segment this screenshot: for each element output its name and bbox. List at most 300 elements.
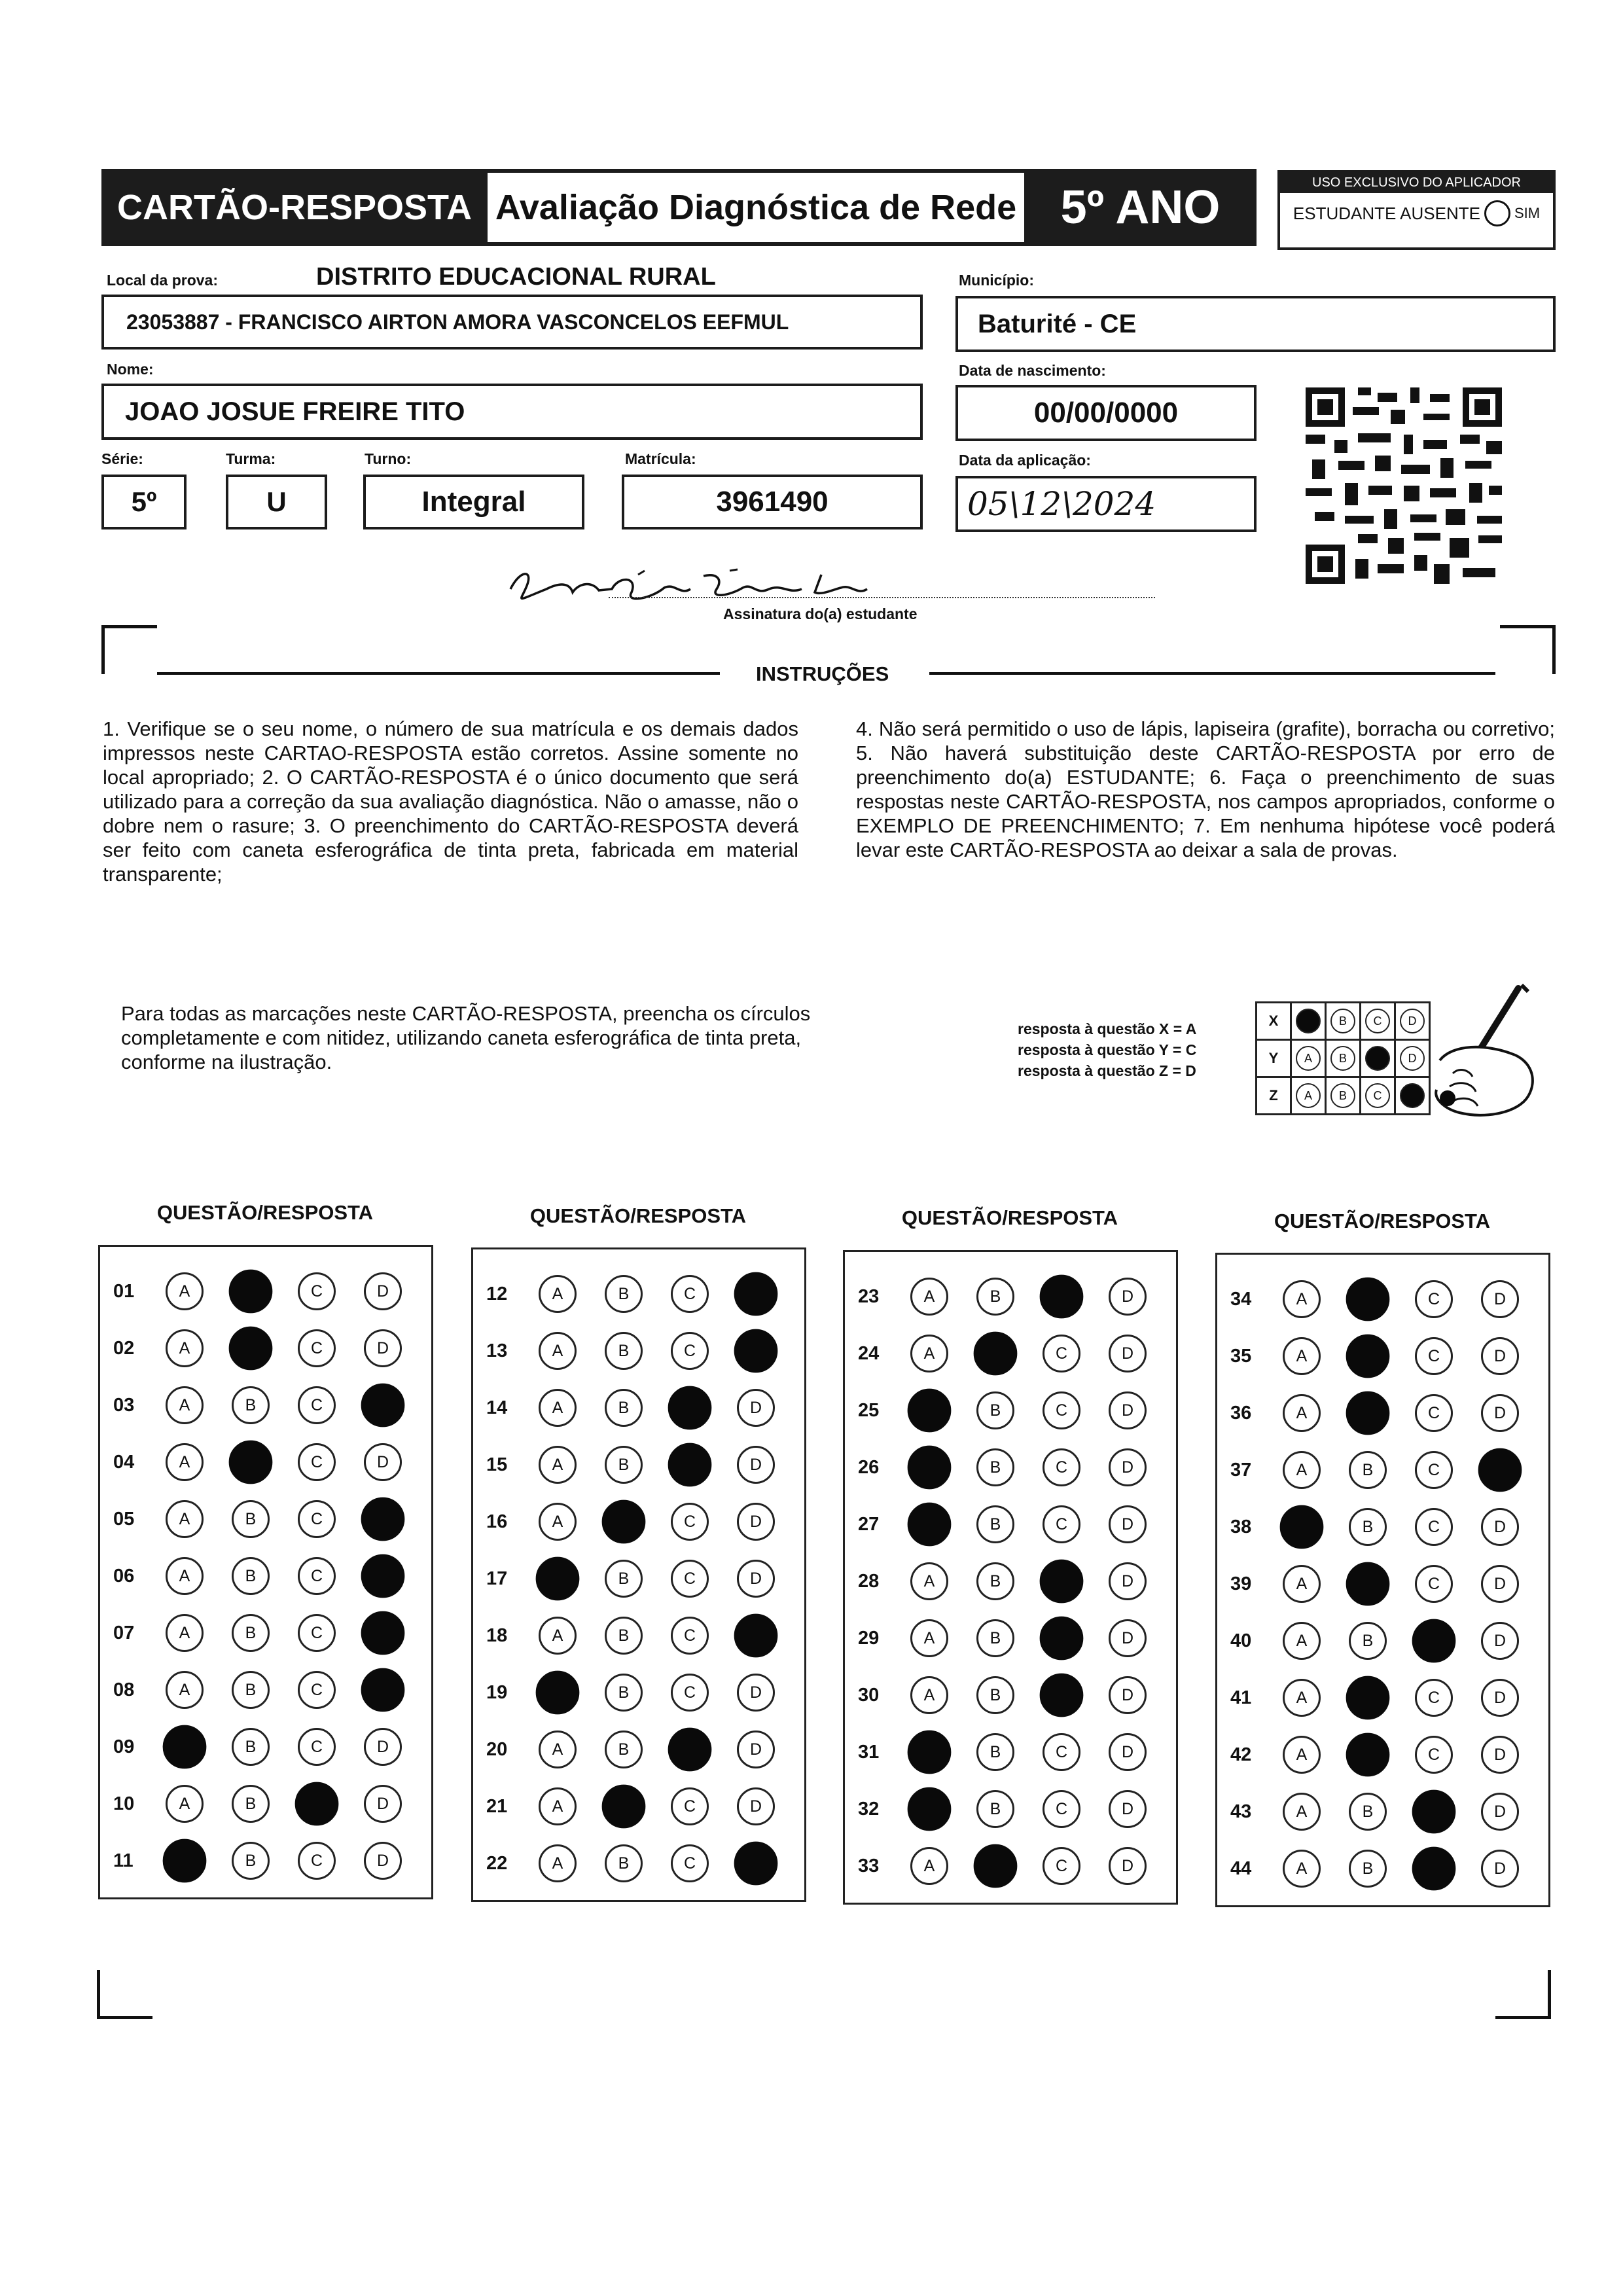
answer-bubble-b[interactable]: B (232, 1728, 270, 1766)
frame-corner-bl (97, 1970, 152, 2019)
answer-bubble-c[interactable] (1040, 1275, 1084, 1319)
turma-value: U (266, 486, 287, 517)
question-row (100, 1613, 431, 1653)
question-row (100, 1386, 431, 1425)
nascimento-label: Data de nascimento: (959, 362, 1106, 379)
answer-bubble-b[interactable] (974, 1332, 1018, 1376)
answer-bubble-c[interactable]: C (1043, 1733, 1080, 1771)
question-row (473, 1616, 804, 1655)
answer-bubble-d[interactable]: D (1109, 1733, 1147, 1771)
answer-bubble-d[interactable]: D (1109, 1448, 1147, 1486)
question-number: 20 (486, 1738, 508, 1760)
answer-bubble-a[interactable]: A (1283, 1394, 1321, 1432)
answer-bubble-d[interactable]: D (1109, 1562, 1147, 1600)
question-number: 02 (113, 1337, 135, 1359)
answer-bubble-a[interactable] (163, 1839, 207, 1883)
answer-bubble-d[interactable]: D (1481, 1394, 1519, 1432)
answer-bubble-a[interactable]: A (166, 1614, 204, 1652)
qr-code (1306, 387, 1502, 584)
question-row (473, 1274, 804, 1314)
answer-bubble-c[interactable]: C (671, 1617, 709, 1655)
answer-bubble-a[interactable]: A (166, 1671, 204, 1709)
answer-bubble-d[interactable]: D (737, 1389, 775, 1427)
fill-example-table (1255, 1001, 1431, 1115)
answer-bubble-d[interactable]: D (364, 1443, 402, 1481)
answer-bubble-d[interactable]: D (364, 1272, 402, 1310)
question-number: 15 (486, 1454, 508, 1475)
answer-bubble-d[interactable]: D (364, 1329, 402, 1367)
answer-bubble-b[interactable]: B (232, 1557, 270, 1595)
instructions-rule-right (929, 672, 1495, 675)
answer-bubble-d[interactable]: D (1481, 1679, 1519, 1717)
answer-bubble-c[interactable]: C (298, 1614, 336, 1652)
school-value: 23053887 - FRANCISCO AIRTON AMORA VASCONCELOS EEFMUL (126, 310, 789, 334)
grade-badge: 5º ANO (1024, 169, 1257, 246)
question-row (473, 1331, 804, 1371)
answer-bubble-c[interactable]: C (1043, 1505, 1080, 1543)
answer-bubble-a[interactable]: A (910, 1562, 948, 1600)
answer-bubble-b[interactable] (974, 1844, 1018, 1888)
answer-column-box (1215, 1253, 1550, 1907)
local-value: DISTRITO EDUCACIONAL RURAL (316, 263, 716, 291)
answer-bubble-b[interactable]: B (976, 1676, 1014, 1714)
example-bubble: B (1330, 1083, 1355, 1108)
question-number: 08 (113, 1679, 135, 1700)
frame-corner-tl (101, 625, 157, 674)
question-row (1217, 1507, 1548, 1547)
example-cell (1326, 1077, 1361, 1115)
answer-bubble-b[interactable] (229, 1441, 273, 1484)
answer-bubble-c[interactable]: C (671, 1503, 709, 1541)
question-row (473, 1673, 804, 1712)
question-number: 18 (486, 1624, 508, 1646)
question-number: 39 (1230, 1573, 1252, 1594)
answer-bubble-d[interactable]: D (1481, 1622, 1519, 1660)
answer-bubble-c[interactable]: C (671, 1844, 709, 1882)
signature-line (609, 597, 1155, 598)
question-row (473, 1445, 804, 1484)
question-row (1217, 1450, 1548, 1490)
answer-bubble-d[interactable]: D (1109, 1335, 1147, 1372)
question-number: 23 (858, 1285, 880, 1307)
answer-column-box (843, 1250, 1178, 1905)
example-row (1257, 1077, 1430, 1115)
answer-bubble-a[interactable]: A (166, 1272, 204, 1310)
example-legend (1018, 1018, 1196, 1081)
answer-bubble-c[interactable] (1040, 1560, 1084, 1604)
answer-bubble-b[interactable]: B (1349, 1622, 1387, 1660)
question-number: 27 (858, 1513, 880, 1535)
question-number: 09 (113, 1736, 135, 1757)
question-number: 32 (858, 1798, 880, 1820)
answer-bubble-c[interactable]: C (671, 1787, 709, 1825)
example-cell (1361, 1003, 1395, 1040)
answer-bubble-c[interactable]: C (1043, 1448, 1080, 1486)
answer-bubble-c[interactable]: C (1415, 1679, 1453, 1717)
answer-bubble-a[interactable]: A (539, 1617, 577, 1655)
answer-column-box (471, 1247, 806, 1902)
answer-bubble-d[interactable] (1478, 1448, 1522, 1492)
nome-field (101, 384, 923, 440)
answer-bubble-b[interactable]: B (1349, 1793, 1387, 1831)
answer-bubble-a[interactable]: A (539, 1844, 577, 1882)
question-number: 01 (113, 1280, 135, 1302)
answer-bubble-b[interactable]: B (976, 1790, 1014, 1828)
answer-bubble-b[interactable]: B (1349, 1451, 1387, 1489)
question-row (1217, 1678, 1548, 1717)
answer-bubble-a[interactable] (536, 1557, 580, 1601)
question-number: 44 (1230, 1857, 1252, 1879)
answer-bubble-b[interactable] (229, 1327, 273, 1371)
answer-bubble-c[interactable]: C (298, 1329, 336, 1367)
turno-value: Integral (421, 486, 526, 518)
answer-bubble-d[interactable]: D (737, 1446, 775, 1484)
question-row (845, 1562, 1176, 1601)
answer-bubble-c[interactable]: C (298, 1671, 336, 1709)
instructions-title: INSTRUÇÕES (756, 662, 889, 685)
answer-bubble-a[interactable]: A (539, 1787, 577, 1825)
question-number: 22 (486, 1852, 508, 1874)
answer-bubble-a[interactable]: A (539, 1446, 577, 1484)
answer-bubble-a[interactable] (908, 1731, 952, 1774)
answer-bubble-a[interactable]: A (166, 1557, 204, 1595)
answer-bubble-c[interactable]: C (298, 1386, 336, 1424)
example-row (1257, 1003, 1430, 1040)
answer-bubble-a[interactable] (1280, 1505, 1324, 1549)
answer-bubble-c[interactable]: C (298, 1557, 336, 1595)
question-row (473, 1559, 804, 1598)
student-signature (507, 563, 913, 609)
answer-bubble-b[interactable] (1346, 1733, 1390, 1777)
example-cell (1291, 1003, 1326, 1040)
answer-bubble-c[interactable] (668, 1386, 712, 1430)
question-row (473, 1844, 804, 1883)
answer-bubble-a[interactable] (908, 1389, 952, 1433)
answer-bubble-a[interactable]: A (1283, 1622, 1321, 1660)
answer-bubble-b[interactable]: B (232, 1386, 270, 1424)
answer-bubble-a[interactable] (908, 1503, 952, 1547)
answer-bubble-b[interactable]: B (605, 1332, 643, 1370)
example-bubble: B (1330, 1009, 1355, 1033)
answer-bubble-a[interactable]: A (166, 1329, 204, 1367)
example-bubble: A (1296, 1046, 1321, 1071)
answer-bubble-a[interactable]: A (1283, 1565, 1321, 1603)
answer-bubble-a[interactable]: A (910, 1847, 948, 1885)
question-row (100, 1727, 431, 1767)
answer-bubble-a[interactable]: A (910, 1619, 948, 1657)
answer-bubble-c[interactable] (1412, 1619, 1456, 1663)
example-bubble: C (1365, 1009, 1390, 1033)
answer-bubble-c[interactable]: C (1415, 1337, 1453, 1375)
legend-x: resposta à questão X = A (1018, 1020, 1197, 1037)
instructions-rule-left (157, 672, 720, 675)
answer-bubble-d[interactable]: D (1109, 1619, 1147, 1657)
school-field (101, 295, 923, 350)
answer-bubble-d[interactable] (734, 1272, 778, 1316)
question-row (845, 1448, 1176, 1487)
answer-bubble-d[interactable]: D (1109, 1278, 1147, 1316)
answer-bubble-a[interactable] (536, 1671, 580, 1715)
question-number: 12 (486, 1283, 508, 1304)
answer-bubble-c[interactable]: C (298, 1272, 336, 1310)
answer-bubble-b[interactable] (602, 1785, 646, 1829)
example-cell (1291, 1077, 1326, 1115)
answer-bubble-b[interactable]: B (605, 1844, 643, 1882)
example-cell (1326, 1003, 1361, 1040)
aplicacao-label: Data da aplicação: (959, 452, 1091, 469)
matricula-value: 3961490 (716, 486, 829, 518)
serie-field (101, 475, 187, 529)
answer-bubble-a[interactable]: A (539, 1389, 577, 1427)
answer-bubble-a[interactable]: A (539, 1731, 577, 1768)
question-number: 24 (858, 1342, 880, 1364)
applicator-box (1277, 170, 1556, 250)
answer-bubble-d[interactable]: D (1109, 1391, 1147, 1429)
serie-label: Série: (101, 450, 143, 467)
question-row (1217, 1336, 1548, 1376)
example-cell (1326, 1040, 1361, 1077)
question-row (473, 1388, 804, 1427)
question-row (1217, 1792, 1548, 1831)
example-cell (1291, 1040, 1326, 1077)
answer-bubble-d[interactable] (361, 1668, 405, 1712)
answer-bubble-d[interactable]: D (1109, 1847, 1147, 1885)
answer-bubble-c[interactable]: C (1043, 1391, 1080, 1429)
answer-bubble-b[interactable]: B (1349, 1850, 1387, 1888)
turma-label: Turma: (226, 450, 276, 467)
answer-bubble-b[interactable]: B (605, 1617, 643, 1655)
example-cell (1361, 1077, 1395, 1115)
answer-bubble-d[interactable]: D (737, 1560, 775, 1598)
answer-bubble-b[interactable]: B (976, 1278, 1014, 1316)
answer-bubble-a[interactable]: A (539, 1503, 577, 1541)
answer-bubble-b[interactable] (1346, 1278, 1390, 1321)
matricula-label: Matrícula: (625, 450, 696, 467)
answer-bubble-d[interactable] (361, 1611, 405, 1655)
answer-bubble-c[interactable] (1412, 1847, 1456, 1891)
answer-bubble-a[interactable]: A (539, 1332, 577, 1370)
question-number: 14 (486, 1397, 508, 1418)
answer-bubble-c[interactable]: C (1415, 1451, 1453, 1489)
answer-bubble-b[interactable]: B (232, 1614, 270, 1652)
answer-bubble-b[interactable] (1346, 1676, 1390, 1720)
answer-bubble-c[interactable]: C (1415, 1565, 1453, 1603)
answer-bubble-b[interactable]: B (605, 1560, 643, 1598)
question-number: 04 (113, 1451, 135, 1473)
turma-field (226, 475, 327, 529)
answer-bubble-d[interactable] (734, 1614, 778, 1658)
nascimento-value: 00/00/0000 (1033, 397, 1179, 429)
answer-column-title: QUESTÃO/RESPOSTA (156, 1201, 374, 1224)
question-row (100, 1841, 431, 1880)
question-number: 10 (113, 1793, 135, 1814)
answer-bubble-a[interactable] (908, 1787, 952, 1831)
answer-bubble-c[interactable] (1412, 1790, 1456, 1834)
instructions-right: 4. Não será permitido o uso de lápis, lapiseira (grafite), borracha ou corretivo; 5. Não haverá substituição deste CARTÃO-RESPOSTA por erro de preenchimento do(a) ESTUDANTE; 6. Faça o preenchimento de suas respostas neste CARTÃO-RESPOSTA, nos campos apropriados, conforme o EXEMPLO DE PREENCHIMENTO; 7. Em nenhuma hipótese você poderá levar este CARTÃO-RESPOSTA ao deixar a sala de provas. (856, 717, 1555, 861)
answer-bubble-a[interactable]: A (1283, 1451, 1321, 1489)
question-number: 30 (858, 1684, 880, 1706)
answer-bubble-c[interactable] (295, 1782, 339, 1826)
answer-bubble-b[interactable]: B (1349, 1508, 1387, 1546)
answer-bubble-d[interactable]: D (1481, 1508, 1519, 1546)
answer-bubble-a[interactable]: A (1283, 1679, 1321, 1717)
question-number: 03 (113, 1394, 135, 1416)
answer-bubble-b[interactable]: B (232, 1500, 270, 1538)
example-bubble: D (1400, 1046, 1425, 1071)
question-row (845, 1619, 1176, 1658)
answer-bubble-d[interactable]: D (737, 1731, 775, 1768)
answer-bubble-d[interactable]: D (1109, 1676, 1147, 1714)
answer-bubble-a[interactable] (908, 1446, 952, 1490)
question-number: 37 (1230, 1459, 1252, 1480)
question-row (1217, 1849, 1548, 1888)
frame-corner-br (1495, 1970, 1551, 2019)
question-row (845, 1505, 1176, 1544)
turno-field (363, 475, 584, 529)
answer-bubble-b[interactable] (602, 1500, 646, 1544)
answer-bubble-d[interactable]: D (1109, 1790, 1147, 1828)
municipio-field (955, 296, 1556, 352)
example-row-label: Z (1257, 1077, 1291, 1115)
answer-bubble-c[interactable]: C (1043, 1335, 1080, 1372)
answer-bubble-c[interactable]: C (671, 1332, 709, 1370)
answer-bubble-a[interactable]: A (1283, 1793, 1321, 1831)
answer-bubble-c[interactable] (1040, 1674, 1084, 1717)
answer-bubble-d[interactable]: D (737, 1503, 775, 1541)
answer-bubble-d[interactable] (361, 1554, 405, 1598)
answer-bubble-b[interactable] (1346, 1335, 1390, 1378)
answer-bubble-c[interactable]: C (1415, 1280, 1453, 1318)
example-row-label: Y (1257, 1040, 1291, 1077)
question-row (100, 1443, 431, 1482)
answer-bubble-b[interactable]: B (232, 1671, 270, 1709)
answer-bubble-b[interactable]: B (605, 1275, 643, 1313)
evaluation-title: Avaliação Diagnóstica de Rede (488, 169, 1024, 246)
answer-bubble-a[interactable]: A (910, 1676, 948, 1714)
serie-value: 5º (131, 486, 157, 517)
answer-bubble-b[interactable]: B (232, 1785, 270, 1823)
answer-bubble-d[interactable]: D (1481, 1793, 1519, 1831)
absent-checkbox[interactable] (1484, 200, 1510, 226)
answer-bubble-d[interactable] (734, 1842, 778, 1886)
answer-bubble-b[interactable]: B (976, 1619, 1014, 1657)
answer-bubble-c[interactable]: C (298, 1728, 336, 1766)
example-row-label: X (1257, 1003, 1291, 1040)
answer-bubble-b[interactable]: B (232, 1842, 270, 1880)
answer-bubble-a[interactable] (163, 1725, 207, 1769)
answer-bubble-b[interactable]: B (976, 1562, 1014, 1600)
question-number: 28 (858, 1570, 880, 1592)
question-row (1217, 1735, 1548, 1774)
answer-bubble-a[interactable]: A (910, 1278, 948, 1316)
answer-bubble-c[interactable]: C (671, 1560, 709, 1598)
answer-bubble-a[interactable]: A (910, 1335, 948, 1372)
question-number: 38 (1230, 1516, 1252, 1537)
answer-bubble-b[interactable]: B (976, 1448, 1014, 1486)
answer-bubble-c[interactable] (1040, 1617, 1084, 1660)
frame-corner-tr (1500, 625, 1556, 674)
answer-bubble-b[interactable]: B (605, 1446, 643, 1484)
answer-bubble-b[interactable] (229, 1270, 273, 1314)
answer-bubble-d[interactable]: D (364, 1728, 402, 1766)
nome-label: Nome: (107, 361, 154, 378)
answer-bubble-d[interactable]: D (737, 1674, 775, 1712)
answer-bubble-b[interactable]: B (605, 1389, 643, 1427)
example-row (1257, 1040, 1430, 1077)
answer-bubble-a[interactable]: A (539, 1275, 577, 1313)
question-row (845, 1846, 1176, 1886)
answer-bubble-c[interactable]: C (298, 1443, 336, 1481)
question-number: 33 (858, 1855, 880, 1876)
question-row (845, 1789, 1176, 1829)
example-bubble: B (1330, 1046, 1355, 1071)
answer-bubble-d[interactable]: D (1481, 1850, 1519, 1888)
answer-bubble-c[interactable]: C (1415, 1736, 1453, 1774)
answer-bubble-c[interactable]: C (1415, 1394, 1453, 1432)
answer-bubble-d[interactable]: D (1481, 1337, 1519, 1375)
answer-bubble-d[interactable]: D (737, 1787, 775, 1825)
answer-bubble-d[interactable]: D (1481, 1280, 1519, 1318)
answer-bubble-b[interactable] (1346, 1391, 1390, 1435)
answer-bubble-b[interactable] (1346, 1562, 1390, 1606)
answer-bubble-d[interactable]: D (364, 1842, 402, 1880)
question-row (845, 1277, 1176, 1316)
answer-bubble-b[interactable]: B (605, 1731, 643, 1768)
answer-bubble-a[interactable]: A (166, 1500, 204, 1538)
answer-bubble-c[interactable] (668, 1728, 712, 1772)
answer-bubble-b[interactable]: B (605, 1674, 643, 1712)
answer-bubble-d[interactable] (361, 1498, 405, 1541)
answer-bubble-b[interactable]: B (976, 1391, 1014, 1429)
question-number: 43 (1230, 1801, 1252, 1822)
hand-with-pen-icon (1414, 982, 1544, 1132)
answer-bubble-c[interactable]: C (671, 1275, 709, 1313)
matricula-field (622, 475, 923, 529)
answer-bubble-c[interactable]: C (298, 1842, 336, 1880)
answer-bubble-a[interactable]: A (166, 1785, 204, 1823)
answer-bubble-c[interactable]: C (1415, 1508, 1453, 1546)
answer-bubble-a[interactable]: A (1283, 1280, 1321, 1318)
answer-bubble-a[interactable]: A (1283, 1850, 1321, 1888)
answer-bubble-a[interactable]: A (166, 1443, 204, 1481)
card-title: CARTÃO-RESPOSTA (101, 169, 488, 246)
answer-bubble-c[interactable] (668, 1443, 712, 1487)
answer-bubble-c[interactable]: C (671, 1674, 709, 1712)
answer-bubble-d[interactable]: D (1109, 1505, 1147, 1543)
answer-bubble-d[interactable]: D (364, 1785, 402, 1823)
answer-bubble-a[interactable]: A (166, 1386, 204, 1424)
answer-bubble-c[interactable]: C (1043, 1790, 1080, 1828)
question-number: 05 (113, 1508, 135, 1530)
answer-bubble-a[interactable]: A (1283, 1736, 1321, 1774)
question-number: 35 (1230, 1345, 1252, 1367)
answer-bubble-d[interactable]: D (1481, 1565, 1519, 1603)
example-bubble (1296, 1009, 1321, 1033)
answer-bubble-a[interactable]: A (1283, 1337, 1321, 1375)
answer-bubble-d[interactable] (361, 1384, 405, 1427)
answer-bubble-d[interactable] (734, 1329, 778, 1373)
question-row (1217, 1621, 1548, 1660)
answer-bubble-c[interactable]: C (1043, 1847, 1080, 1885)
question-number: 36 (1230, 1402, 1252, 1424)
answer-bubble-c[interactable]: C (298, 1500, 336, 1538)
question-number: 42 (1230, 1744, 1252, 1765)
answer-bubble-d[interactable]: D (1481, 1736, 1519, 1774)
question-row (845, 1732, 1176, 1772)
answer-bubble-b[interactable]: B (976, 1505, 1014, 1543)
answer-bubble-b[interactable]: B (976, 1733, 1014, 1771)
question-number: 34 (1230, 1288, 1252, 1310)
